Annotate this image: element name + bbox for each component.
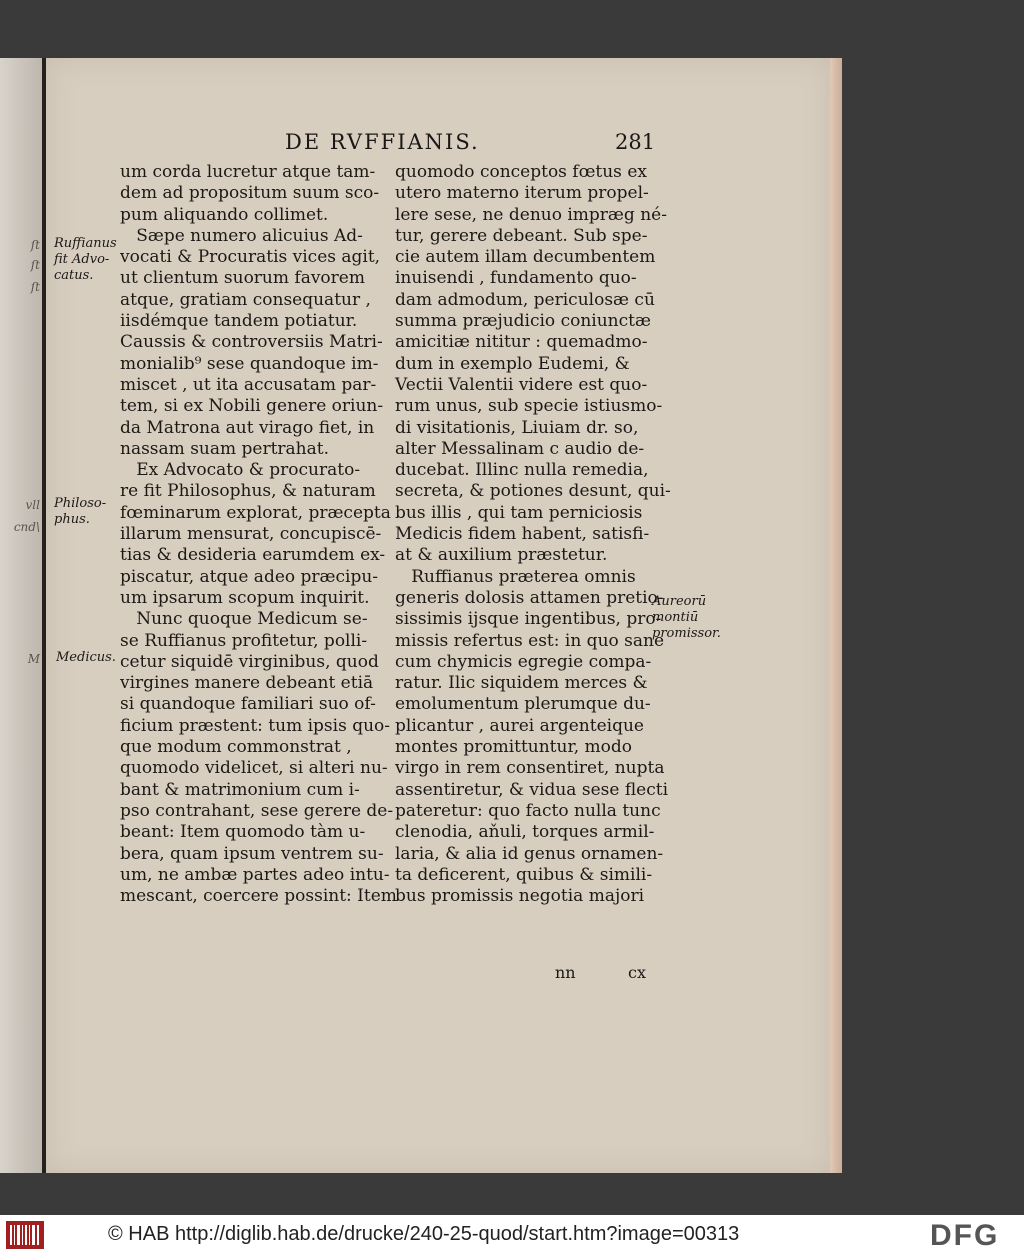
text-line: emolumentum plerumque du- [395,694,651,715]
text-line: um, ne ambæ partes adeo intu- [120,864,390,885]
barcode-icon [6,1221,44,1249]
text-line: inuisendi , fundamento quo- [395,268,637,289]
text-line: pum aliquando collimet. [120,204,329,225]
text-line: tem, si ex Nobili genere oriun- [120,396,384,417]
text-line: miscet , ut ita accusatam par- [120,374,377,395]
text-line: tias & desideria earumdem ex- [120,545,386,566]
text-line: Vectii Valentii videre est quo- [395,374,648,395]
text-column-right [395,162,671,907]
text-line: cum chymicis egregie compa- [395,651,652,672]
source-link[interactable]: © HAB http://diglib.hab.de/drucke/240-25-quod/start.htm?image=00313 [108,1223,740,1245]
text-line: ficium præstent: tum ipsis quo- [120,715,391,736]
text-line: fœminarum explorat, præcepta [120,502,391,523]
left-page-edge [0,58,42,1173]
text-line: bus promissis negotia majori [395,886,645,907]
left-page-fragment: vll [25,498,40,512]
text-line: quomodo videlicet, si alteri nu- [120,758,388,779]
text-line: que modum commonstrat , [120,737,352,758]
text-line: um corda lucretur atque tam- [120,162,376,182]
text-line: re fit Philosophus, & naturam [120,481,376,502]
text-line: iisdémque tandem potiatur. [120,311,358,332]
text-line: Caussis & controversiis Matri- [120,332,383,353]
left-page-fragment: M [27,652,40,666]
text-line: alter Messalinam c audio de- [395,438,645,459]
text-line: di visitationis, Liuiam dr. so, [395,417,639,438]
text-line: virgo in rem consentiret, nupta [395,758,665,779]
text-column-left [120,162,397,907]
text-line: Ex Advocato & procurato- [120,460,361,481]
text-line: nassam suam pertrahat. [120,438,330,459]
text-line: Nunc quoque Medicum se- [120,609,368,630]
text-line: pso contrahant, sese gerere de- [120,800,394,821]
text-line: illarum mensurat, concupiscē- [120,524,382,545]
text-line: da Matrona aut virago fiet, in [120,417,375,438]
margin-note-philosophus: Philoso- phus. [54,496,107,527]
text-line: amicitiæ nititur : quemadmo- [395,332,648,353]
left-page-fragment: ſt [30,238,40,252]
text-line: ratur. Ilic siquidem merces & [395,673,648,694]
text-line: montes promittuntur, modo [395,737,633,758]
catchword-mark: nn [555,963,576,982]
text-line: generis dolosis attamen pretio- [395,587,664,608]
text-line: laria, & alia id genus ornamen- [395,843,664,864]
text-line: Ruffianus præterea omnis [395,566,636,587]
text-line: ducebat. Illinc nulla remedia, [395,460,649,481]
text-line: um ipsarum scopum inquirit. [120,587,370,608]
text-line: mescant, coercere possint: Item [120,886,397,907]
text-line: clenodia, aňuli, torques armil- [395,822,655,843]
text-line: cetur siquidē virginibus, quod [120,651,379,672]
text-line: Medicis fidem habent, satisfi- [395,524,650,545]
text-line: cie autem illam decumbentem [395,247,656,268]
text-line: dam admodum, periculosæ cū [395,289,655,310]
text-line: lere sese, ne denuo impræg né- [395,204,667,225]
running-head: DE RVFFIANIS. [285,130,480,154]
text-line: si quandoque familiari suo of- [120,694,376,715]
text-line: Sæpe numero alicuius Ad- [120,225,363,246]
page-edge [830,58,842,1173]
left-page-fragment: ſt [30,280,40,294]
text-line: plicantur , aurei argenteique [395,715,644,736]
left-page-fragment: ſt [30,258,40,272]
left-page-fragment: cnd\ [13,520,40,534]
text-line: missis refertus est: in quo sane [395,630,665,651]
text-line: sissimis ijsque ingentibus, pro- [395,609,662,630]
text-line: utero materno iterum propel- [395,183,649,204]
text-line: bus illis , qui tam perniciosis [395,502,643,523]
text-line: secreta, & potiones desunt, qui- [395,481,671,502]
text-line: virgines manere debeant etiā [120,673,374,694]
text-line: vocati & Procuratis vices agit, [120,247,381,268]
text-line: rum unus, sub specie istiusmo- [395,396,663,417]
footer-bar [0,1215,1024,1255]
signature-mark: cx [628,963,646,982]
margin-note-aureos-montes: Aureorū montiū promissor. [652,594,721,641]
text-line: piscatur, atque adeo præcipu- [120,566,379,587]
dfg-logo: DFG [930,1219,1000,1252]
text-line: bera, quam ipsum ventrem su- [120,843,384,864]
text-line: atque, gratiam consequatur , [120,289,371,310]
page-number: 281 [615,130,656,154]
text-line: quomodo conceptos fœtus ex [395,162,647,182]
text-line: pateretur: quo facto nulla tunc [395,800,661,821]
text-line: ta deficerent, quibus & simili- [395,864,653,885]
text-line: beant: Item quomodo tàm u- [120,822,366,843]
text-line: assentiretur, & vidua sese flecti [395,779,669,800]
text-line: bant & matrimonium cum i- [120,779,360,800]
text-line: ut clientum suorum favorem [120,268,365,289]
margin-note-medicus: Medicus. [56,650,116,665]
text-line: summa præjudicio coniunctæ [395,311,651,332]
text-line: se Ruffianus profitetur, polli- [120,630,368,651]
margin-note-advocatus: Ruffianus fit Advo- catus. [54,236,117,283]
text-line: dem ad propositum suum sco- [120,183,380,204]
text-line: at & auxilium præstetur. [395,545,608,566]
text-line: tur, gerere debeant. Sub spe- [395,225,648,246]
text-line: dum in exemplo Eudemi, & [395,353,630,374]
text-line: monialib⁹ sese quandoque im- [120,353,379,374]
